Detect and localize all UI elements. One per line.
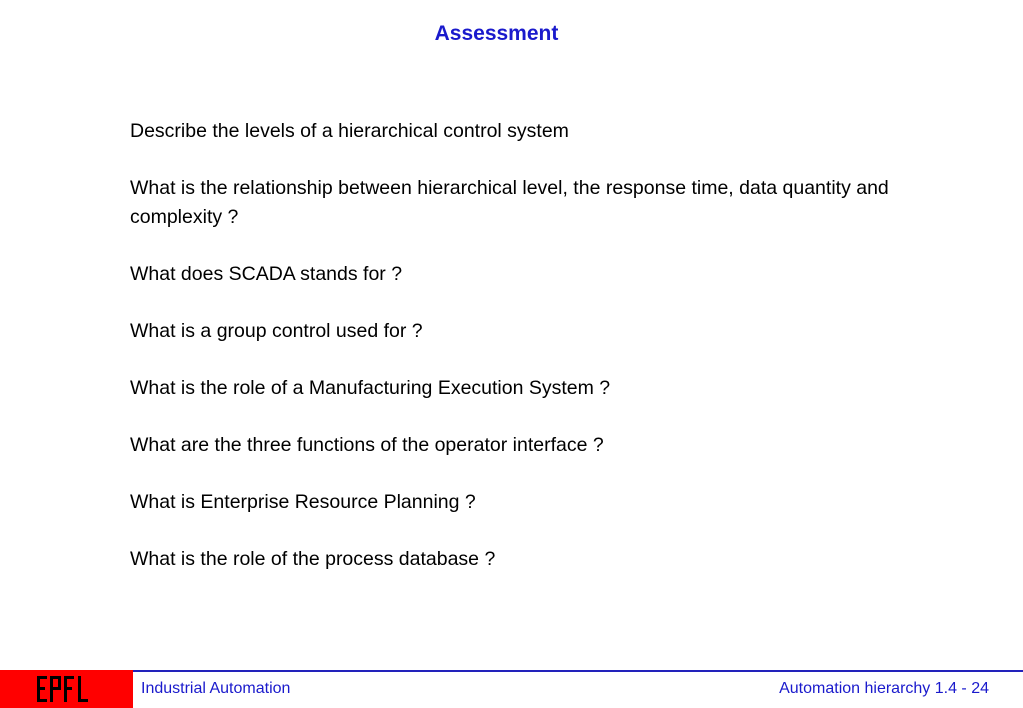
slide-title: Assessment [434, 22, 559, 45]
epfl-logo-icon [36, 673, 96, 705]
epfl-logo [0, 670, 133, 708]
question-item: What is the role of the process database ? [130, 547, 496, 570]
footer-course-title: Industrial Automation [141, 680, 291, 697]
question-item: What is Enterprise Resource Planning ? [130, 490, 476, 513]
question-item: What does SCADA stands for ? [130, 262, 403, 285]
question-item: Describe the levels of a hierarchical control system [130, 120, 569, 142]
question-item: What is the relationship between hierarchical level, the response time, data quantity and complexity ? [130, 177, 889, 228]
footer-divider [133, 670, 1023, 672]
question-item: What is the role of a Manufacturing Execution System ? [130, 376, 611, 399]
footer-page-info: Automation hierarchy 1.4 - 24 [779, 680, 989, 697]
question-item: What is a group control used for ? [130, 319, 423, 342]
question-item: What are the three functions of the operator interface ? [130, 433, 604, 456]
question-list [130, 117, 890, 602]
